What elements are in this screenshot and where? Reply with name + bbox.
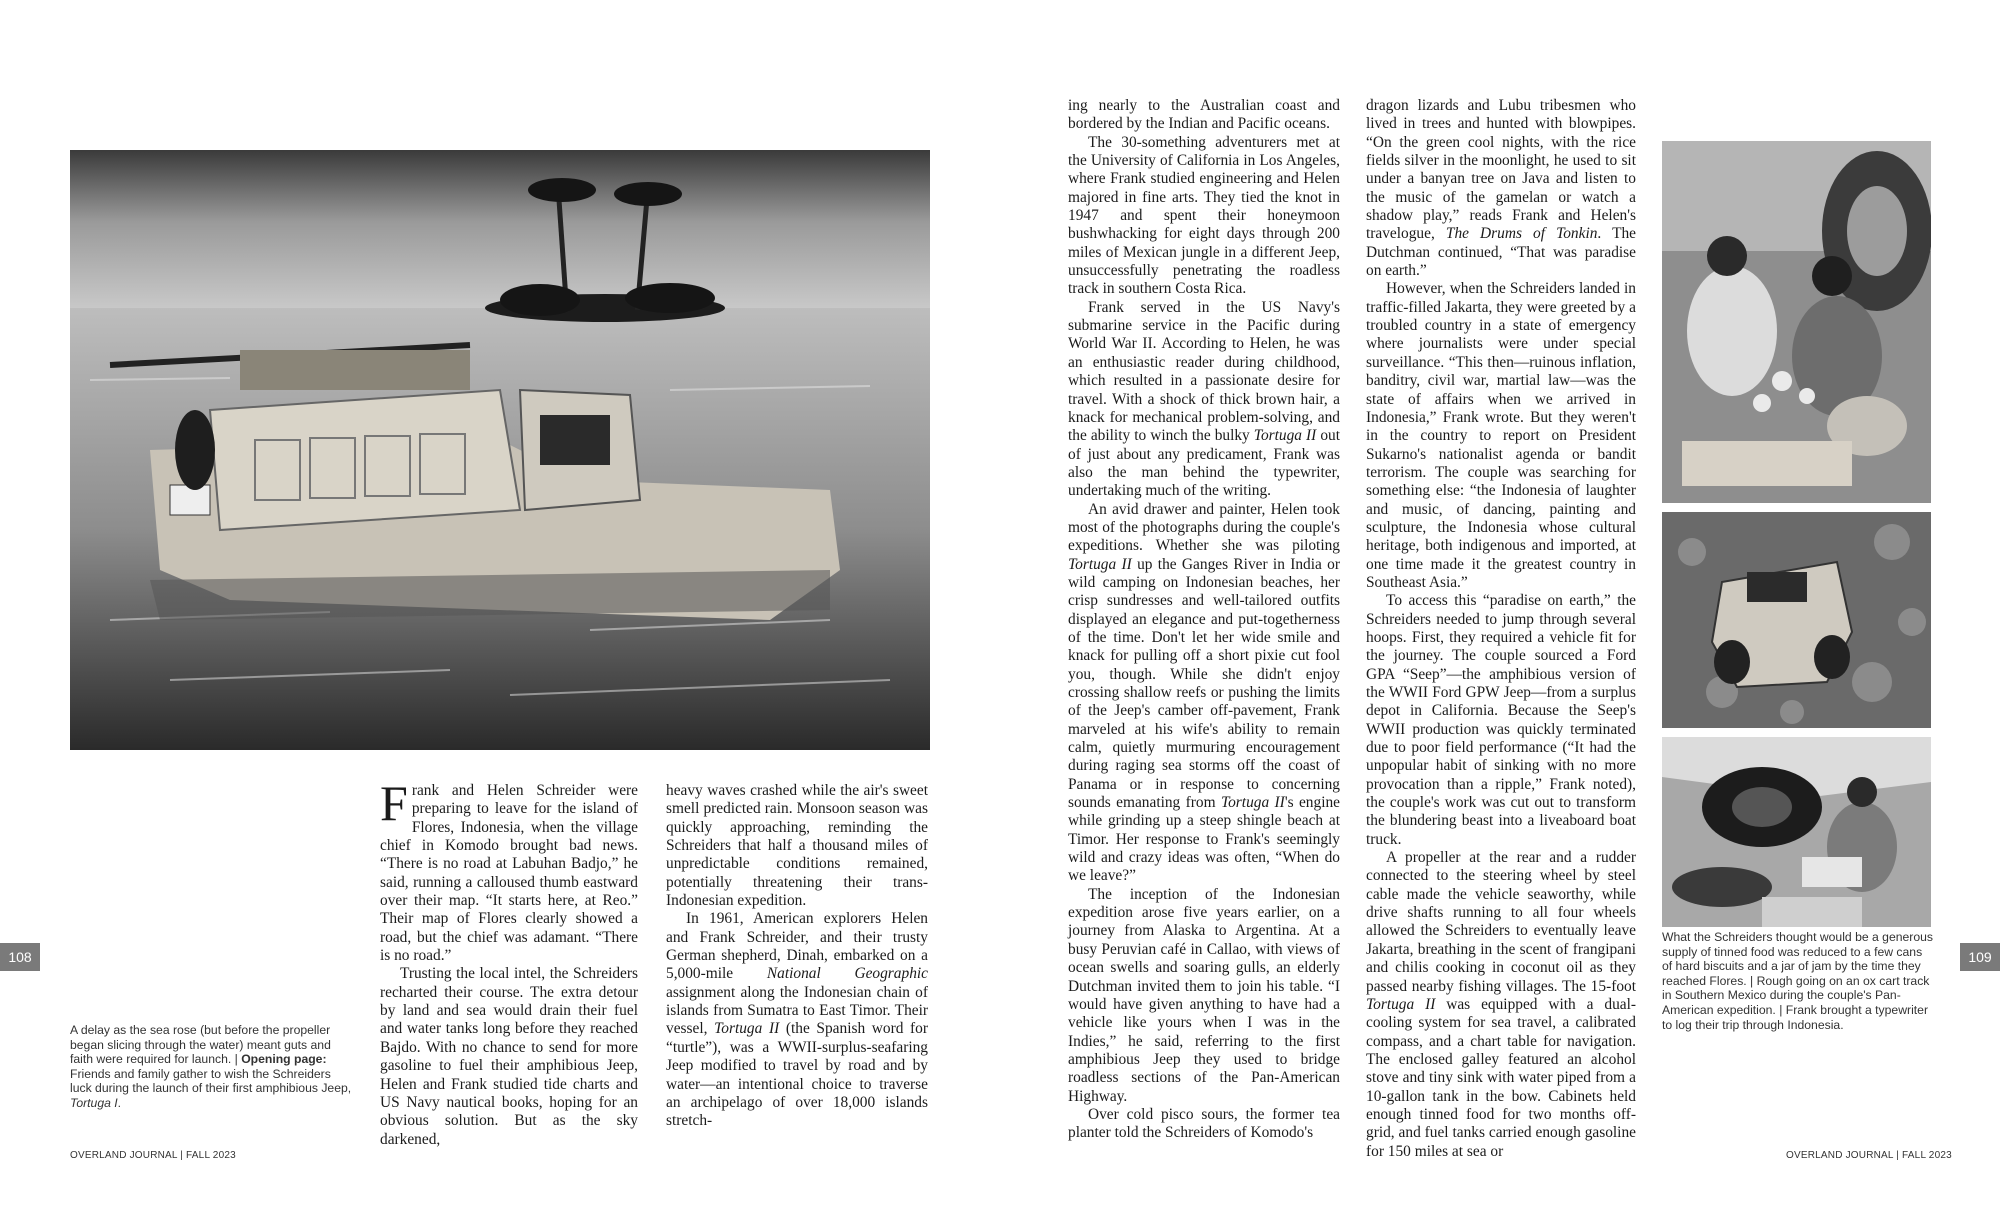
col4-paragraph-4: A propeller at the rear and a rudder connected to the steering wheel by steel cable made the vehicle seaworthy, while drive shafts running to all four wheels allowed the Schreiders to eventually leave Jakarta, breathing in the scent of frangipani and chilis cooking in coconut oil as they passed nearby fishing villages. The 15-foot Tortuga II was equipped with a dual-cooling system for sea travel, a calibrated compass, and a chart table for navigation. The enclosed galley featured an alcohol stove and tiny sink with water piped from a 10-gallon tank in the bow. Cabinets held enough tinned food for two months off-grid, and fuel tanks carried enough gasoline for 150 miles at sea or (1366, 849, 1636, 1160)
jeep-in-water-image (70, 150, 930, 750)
col1-paragraph-2: Trusting the local intel, the Schreiders recharted their course. The extra detour by land and sea would drain their fuel and water tanks long before they reached Bajdo. With no chance to send for more gasoline to fuel their amphibious Jeep, Helen and Frank studied tide charts and US Navy nautical books, hoping for an obvious solution. But as the sky darkened, (380, 965, 638, 1148)
caption-left: A delay as the sea rose (but before the propeller began slicing through the water) meant guts and faith were required for launch. | Opening page: Friends and family gather to wish the Schreiders luck during the launch of their first amphibious Jeep, Tortuga I. (70, 1023, 352, 1110)
caption-right: What the Schreiders thought would be a generous supply of tinned food was reduced to a few cans of hard biscuits and a jar of jam by the time they reached Flores. | Rough going on an ox cart track in Southern Mexico during the couple's Pan-American expedition. | Frank brought a typewriter to log their trip through Indonesia. (1662, 930, 1934, 1032)
col1-paragraph-1: Frank and Helen Schreider were preparing to leave for the island of Flores, Indonesia, when the village chief in Komodo brought bad news. “There is no road at Labuhan Badjo,” he said, running a calloused thumb eastward over their map. “It starts here, at Reo.” Their map of Flores clearly showed a road, but the chief was adamant. “There is no road.” (380, 775, 638, 965)
page-number-left: 108 (0, 943, 40, 971)
article-column-1 (380, 775, 638, 1149)
article-column-3 (1068, 97, 1340, 1143)
col4-paragraph-3: To access this “paradise on earth,” the Schreiders needed to jump through several hoops. First, they required a vehicle fit for the journey. The couple sourced a Ford GPA “Seep”—the amphibious version of the WWII Ford GPW Jeep—from a surplus depot in California. Because the Seep's WWII production was quickly terminated due to poor field performance (“It had the unpopular habit of sinking with no more provocation than a ripple,” Frank noted), the couple's work was cut out to transform the blundering beast into a liveaboard boat truck. (1366, 592, 1636, 848)
article-column-2 (666, 782, 928, 1131)
col3-paragraph-6: Over cold pisco sours, the former tea planter told the Schreiders of Komodo's (1068, 1105, 1340, 1142)
footer-left: OVERLAND JOURNAL | FALL 2023 (70, 1150, 236, 1161)
page-number-right: 109 (1960, 943, 2000, 971)
photo-ox-cart-track (1662, 512, 1931, 728)
couple-eating-image (1662, 141, 1931, 503)
col3-paragraph-1: ing nearly to the Australian coast and bordered by the Indian and Pacific oceans. (1068, 97, 1340, 133)
footer-right: OVERLAND JOURNAL | FALL 2023 (1786, 1150, 1952, 1161)
article-column-4 (1366, 97, 1636, 1161)
photo-couple-eating (1662, 141, 1931, 503)
col3-paragraph-3: Frank served in the US Navy's submarine service in the Pacific during World War II. According to Helen, he was an enthusiastic reader during childhood, which resulted in a passionate desire for travel. With a shock of thick brown hair, a knack for mechanical problem-solving, and the ability to winch the bulky Tortuga II out of just about any predicament, Frank was also the man behind the typewriter, undertaking much of the writing. (1068, 298, 1340, 500)
ox-cart-track-image (1662, 512, 1931, 728)
typewriter-image (1662, 737, 1931, 927)
caption-left-bold: Opening page: (241, 1052, 327, 1067)
col3-paragraph-4: An avid drawer and painter, Helen took most of the photographs during the couple's expeditions. Whether she was piloting Tortuga II up the Ganges River in India or wild camping on Indonesian beaches, her crisp sundresses and well-tailored outfits displayed an elegance and put-togetherness of the time. Don't let her wide smile and knack for pulling off a short pixie cut fool you, though. While she didn't enjoy crossing shallow reefs or pushing the limits of the Jeep's camber off-pavement, Frank marveled at his wife's ability to remain calm, quietly murmuring encouragement during raging sea storms off the coast of Panama or in response to concerning sounds emanating from Tortuga II's engine while grinding up a steep shingle beach at Timor. Her response to Frank's seemingly wild and crazy ideas was often, “When do we leave?” (1068, 500, 1340, 885)
col4-paragraph-2: However, when the Schreiders landed in traffic-filled Jakarta, they were greeted by a troubled country in a state of emergency where journalists were under special surveillance. “This then—ruinous inflation, banditry, civil war, martial law—was the state of affairs when we arrived in Indonesia,” Frank wrote. But they weren't in the country to report on President Sukarno's nationalist agenda or bandit terrorism. The couple was searching for something else: “the Indonesia of laughter and music, of dancing, painting and sculpture, the Indonesia whose cultural heritage, both indigenous and imported, at one time made it the greatest country in Southeast Asia.” (1366, 280, 1636, 591)
col2-paragraph-2: In 1961, American explorers Helen and Frank Schreider, and their trusty German shepherd, Dinah, embarked on a 5,000-mile National Geographic assignment along the Indonesian chain of islands from Sumatra to East Timor. Their vessel, Tortuga II (the Spanish word for “turtle”), was a WWII-surplus-seafaring Jeep modified to travel by road and by water—an intentional choice to traverse an archipelago of over 18,000 islands stretch- (666, 910, 929, 1130)
drop-cap: F (380, 775, 408, 831)
col3-paragraph-5: The inception of the Indonesian expedition arose five years earlier, on a journey from Alaska to Argentina. At a busy Peruvian café in Callao, with views of ocean swells and soaring gulls, an elderly Dutchman invited them to join his table. “I would have given anything to have had a vehicle like yours when I was in the Indies,” he said, referring to the first amphibious Jeep they used to bridge roadless sections of the Pan-American Highway. (1068, 885, 1340, 1105)
photo-typewriter (1662, 737, 1931, 927)
main-photo (70, 150, 930, 750)
col4-paragraph-1: dragon lizards and Lubu tribesmen who lived in trees and hunted with blowpipes. “On the green cool nights, with the rice fields silver in the moonlight, he used to sit under a banyan tree on Java and listen to the music of the gamelan or watch a shadow play,” reads Frank and Helen's travelogue, The Drums of Tonkin. The Dutchman continued, “That was paradise on earth.” (1366, 97, 1636, 280)
col2-paragraph-1: heavy waves crashed while the air's sweet smell predicted rain. Monsoon season was quickly approaching, reminding the Schreiders that half a thousand miles of unpredictable conditions remained, potentially threatening their trans-Indonesian expedition. (666, 782, 928, 910)
col3-paragraph-2: The 30-something adventurers met at the University of California in Los Angeles, where Frank studied engineering and Helen majored in fine arts. They tied the knot in 1947 and spent their honeymoon bushwhacking for eight days through 200 miles of Mexican jungle in a different Jeep, unsuccessfully penetrating the roadless track in southern Costa Rica. (1068, 133, 1340, 298)
